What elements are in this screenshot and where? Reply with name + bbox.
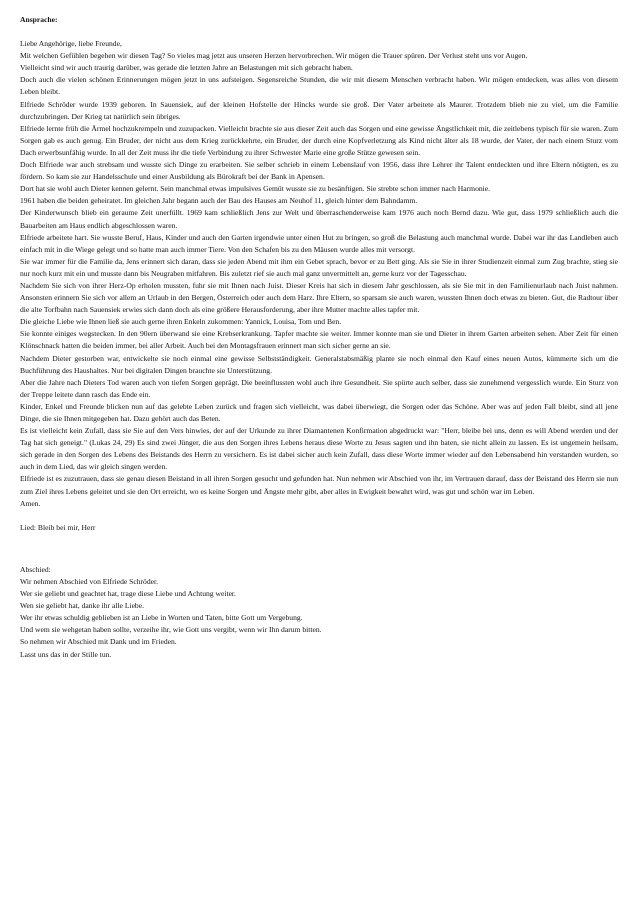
- song-line: Lied: Bleib bei mir, Herr: [20, 522, 96, 532]
- paragraph: Nachdem Dieter gestorben war, entwickelte sie noch einmal eine gewisse Selbstständigkeit. Generalstabsmäßig plante sie noch einmal den Kauf eines neuen Autos, kümmerte sich um die Buchführung des Haushaltes. Nur bei digitalen Dingen brauchte sie Unterstützung.: [20, 353, 618, 375]
- paragraph: Elfriede lernte früh die Ärmel hochzukrempeln und zuzupacken. Vielleicht brachte sie aus dieser Zeit auch das Sorgen und eine gewisse Ängstlichkeit mit, die zeitlebens typisch für sie waren. Zum Sorgen gab es auch genug. Ein Bruder, der nicht aus dem Krieg zurückkehrte, ein Bruder, der durch eine Kopfverletzung als Kind nicht älter als 18 wurde, der Vater, der nach einem Sturz vom Dach erwerbsunfähig wurde. In all der Zeit muss ihr die tiefe Verbindung zu ihrer Schwester Marie eine große Stütze gewesen sein.: [20, 123, 618, 157]
- paragraph: Kinder, Enkel und Freunde blicken nun auf das gelebte Leben zurück und fragen sich vielleicht, was dabei überwiegt, die Sorgen oder das Schöne. Aber was auf jeden Fall bleibt, sind all jene Dinge, die sie Ihnen mitgegeben hat. Dazu gehört auch das Beten.: [20, 401, 618, 423]
- farewell-line: Wer sie geliebt und geachtet hat, trage diese Liebe und Achtung weiter.: [20, 589, 236, 599]
- farewell-section: [20, 564, 618, 661]
- amen-line: Amen.: [20, 498, 41, 508]
- paragraph: Sie war immer für die Familie da, Jens erinnert sich daran, dass sie jeden Abend mit ihm ein Gebet sprach, bevor er zu Bett ging. Als sie Sie in ihrer Studienzeit einmal zum Zug brachte, stieg sie nur noch kurz mit ein und musste dann bis Neugraben mitfahren. Bis zuletzt rief sie auch mal ganz unvermittelt an, gerne kurz vor der Tagesschau.: [20, 256, 618, 278]
- paragraph: 1961 haben die beiden geheiratet. Im gleichen Jahr begann auch der Bau des Hauses am Neuhof 11, gleich hinter dem Bahndamm.: [20, 196, 418, 206]
- farewell-heading: Abschied:: [20, 564, 51, 574]
- paragraph: Es ist vielleicht kein Zufall, dass sie Sie auf den Vers hinwies, der auf der Urkunde zu ihrer Diamantenen Konfirmation abgedruckt war: "Herr, bleibe bei uns, denn es will Abend werden und der Tag hat sich geneigt." (Lukas 24, 29) Es sind zwei Jünger, die aus den Sorgen ihres Lebens heraus diese Worte zu Jesus sagten und ihn baten, sie nicht allein zu lassen. Es ist ungemein heilsam, sich gerade in den Sorgen des Lebens des Beistands des Herrn zu versichern. Es ist dabei sicher auch kein Zufall, dass diese Worte immer wieder auf den Lebensabend hin verstanden wurden, so auch in dem Lied, das wir gleich singen werden.: [20, 426, 618, 472]
- paragraph: Liebe Angehörige, liebe Freunde,: [20, 39, 122, 49]
- paragraph: Elfriede ist es zuzutrauen, dass sie genau diesen Beistand in all ihren Sorgen gesucht und gefunden hat. Nun nehmen wir Abschied von ihr, im Vertrauen darauf, dass der Beistand des Herrn sie nun zum Ziel ihres Lebens geleitet und sie den Ort erreicht, wo es keine Sorgen und Ängste mehr gibt, aber alles in Ewigkeit bewahrt wird, was gut und schön war im Leben.: [20, 474, 618, 496]
- paragraph: Elfriede arbeitete hart. Sie wusste Beruf, Haus, Kinder und auch den Garten irgendwie unter einen Hut zu bringen, so groß die Belastung auch manchmal wurde. Dabei war ihr das Landleben auch einfach mit in die Wiege gelegt und so hatte man auch immer Tiere. Von den Schafen bis zu den Mäusen wurde alles mit versorgt.: [20, 232, 618, 254]
- paragraph: Nachdem Sie sich von ihrer Herz-Op erholen mussten, fuhr sie mit Ihnen nach Juist. Dieser Kreis hat sich in diesem Jahr geschlossen, als sie Sie mit in den Familienurlaub nach Juist nahmen. Ansonsten erinnern Sie sich vor allem an Urlaub in den Bergen, Österreich oder auch dem Harz. Ihre Eltern, so sparsam sie auch waren, wussten Ihnen doch etwas zu bieten. Gut, die Radtour über die alte Torfbahn nach Sauensiek erwies sich dann doch als eine größere Herausforderung, aber ihre Mutter machte alles tapfer mit.: [20, 280, 618, 315]
- paragraph: Doch auch die vielen schönen Erinnerungen mögen jetzt in uns aufsteigen. Segensreiche Stunden, die wir mit diesem Menschen verbracht haben. Wir mögen entdecken, was alles von diesem Leben bleibt.: [20, 75, 618, 97]
- address-body: [20, 38, 618, 510]
- address-heading: Ansprache:: [20, 15, 58, 24]
- farewell-line: Wir nehmen Abschied von Elfriede Schröder.: [20, 576, 159, 586]
- farewell-line: Wer ihr etwas schuldig geblieben ist an Liebe in Worten und Taten, bitte Gott um Vergebung.: [20, 613, 303, 623]
- farewell-line: Und wem sie wehgetan haben sollte, verzeihe ihr, wie Gott uns vergibt, wenn wir Ihn darum bitten.: [20, 625, 322, 635]
- paragraph: Der Kinderwunsch blieb ein geraume Zeit unerfüllt. 1969 kam schließlich Jens zur Welt und überraschenderweise kam 1976 auch noch Bernd dazu. Wie gut, dass 1979 schließlich auch die Bauarbeiten am Haus endlich abgeschlossen waren.: [20, 208, 618, 230]
- paragraph: Vielleicht sind wir auch traurig darüber, was gerade die letzten Jahre an Belastungen mit sich gebracht haben.: [20, 63, 353, 73]
- farewell-line: Wen sie geliebt hat, danke ihr alle Liebe.: [20, 601, 145, 611]
- paragraph: Die gleiche Liebe wie Ihnen ließ sie auch gerne ihren Enkeln zukommen: Yannick, Louisa, Tom und Ben.: [20, 317, 342, 327]
- paragraph: Elfriede Schröder wurde 1939 geboren. In Sauensiek, auf der kleinen Hofstelle der Hincks wurde sie groß. Der Vater arbeitete als Maurer. Trotzdem blieb nie zu viel, um die Familie durchzubringen. Der Krieg tat natürlich sein übriges.: [20, 99, 618, 121]
- paragraph: Mit welchen Gefühlen begehen wir diesen Tag? So vieles mag jetzt aus unseren Herzen hervorbrechen. Wir mögen die Trauer spüren. Der Verlust steht uns vor Augen.: [20, 51, 528, 61]
- paragraph: Doch Elfriede war auch strebsam und wusste sich Dinge zu erarbeiten. Sie selber schrieb in einem Lebenslauf von 1956, dass ihre Lehrer ihr Talent entdeckten und ihre Eltern nötigten, es zu fördern. So kam sie zur Handelsschule und einer Ausbildung als Bürokraft bei der Bank in Apensen.: [20, 160, 618, 182]
- document-page: [20, 14, 618, 661]
- farewell-line: So nehmen wir Abschied mit Dank und im Frieden.: [20, 637, 177, 647]
- paragraph: Aber die Jahre nach Dieters Tod waren auch von tiefen Sorgen geprägt. Die beeinflussten wohl auch ihre Gesundheit. Sie spürte auch selber, dass sie zunehmend vergesslich wurde. Ein Sturz von der Treppe leitete dann rasch das Ende ein.: [20, 377, 618, 399]
- paragraph: Dort hat sie wohl auch Dieter kennen gelernt. Sein manchmal etwas impulsives Gemüt wusste sie zu besänftigen. Sie strebte schon immer nach Harmonie.: [20, 184, 491, 194]
- paragraph: Sie konnte einiges wegstecken. In den 90ern überwand sie eine Krebserkrankung. Tapfer machte sie weiter. Immer konnte man sie und Dieter in ihrem Garten arbeiten sehen. Aber Zeit für einen Klönschnack hatten die beiden immer, bei aller Arbeit. Auch bei den Montagsfrauen erinnert man sich sicher gerne an sie.: [20, 329, 618, 351]
- farewell-line: Lasst uns das in der Stille tun.: [20, 649, 112, 659]
